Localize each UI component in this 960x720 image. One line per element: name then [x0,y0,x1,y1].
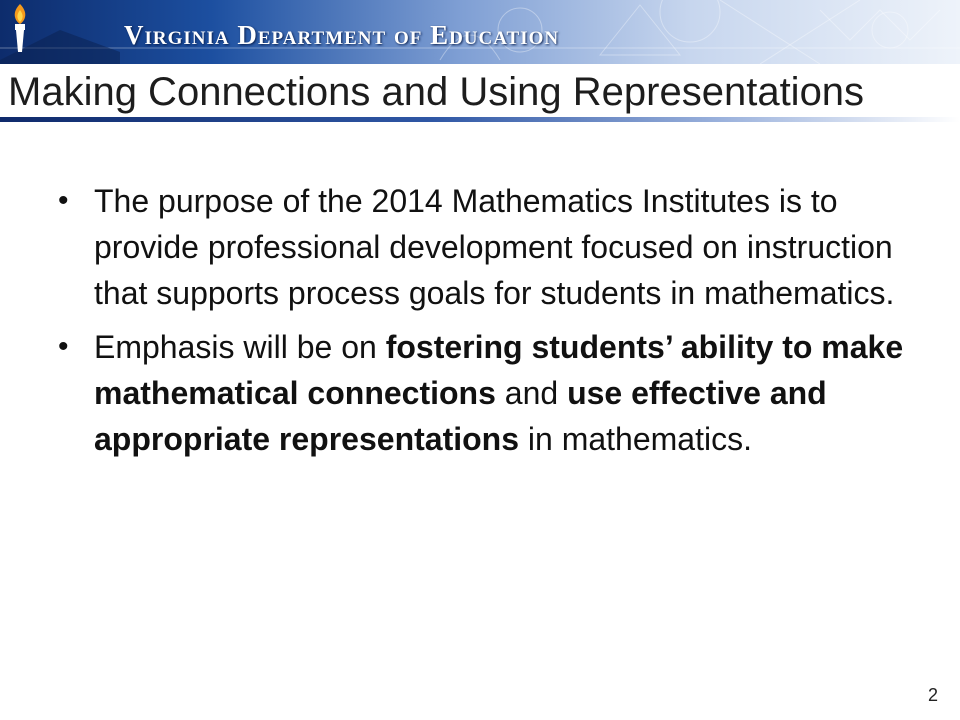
bullet-dot: • [58,330,69,363]
title-divider [0,117,960,122]
torch-logo-icon [0,0,40,56]
slide-content [58,178,908,470]
page-number: 2 [927,685,938,705]
slide-title: Making Connections and Using Representations [8,70,865,114]
bullet-text [94,324,908,462]
bullet-text-emphasis: use effective and appropriate representations [94,375,827,457]
bullet-text-run: and [495,375,568,411]
bullet-text-run: Emphasis will be on [94,329,386,365]
bullet-text [94,178,908,316]
bullet-text-run: in mathematics. [519,421,752,457]
brand-name: Virginia Department of Education [124,20,560,50]
bullet-item [58,178,908,316]
header-banner [0,0,960,64]
bullet-dot: • [58,184,69,217]
bullet-text-run: The purpose of the 2014 Mathematics Institutes is to provide professional development focused on instruction that supports process goals for students in mathematics. [94,183,895,311]
bullet-item [58,324,908,462]
bullet-text-emphasis: fostering students’ ability to make mathematical connections [94,329,904,411]
